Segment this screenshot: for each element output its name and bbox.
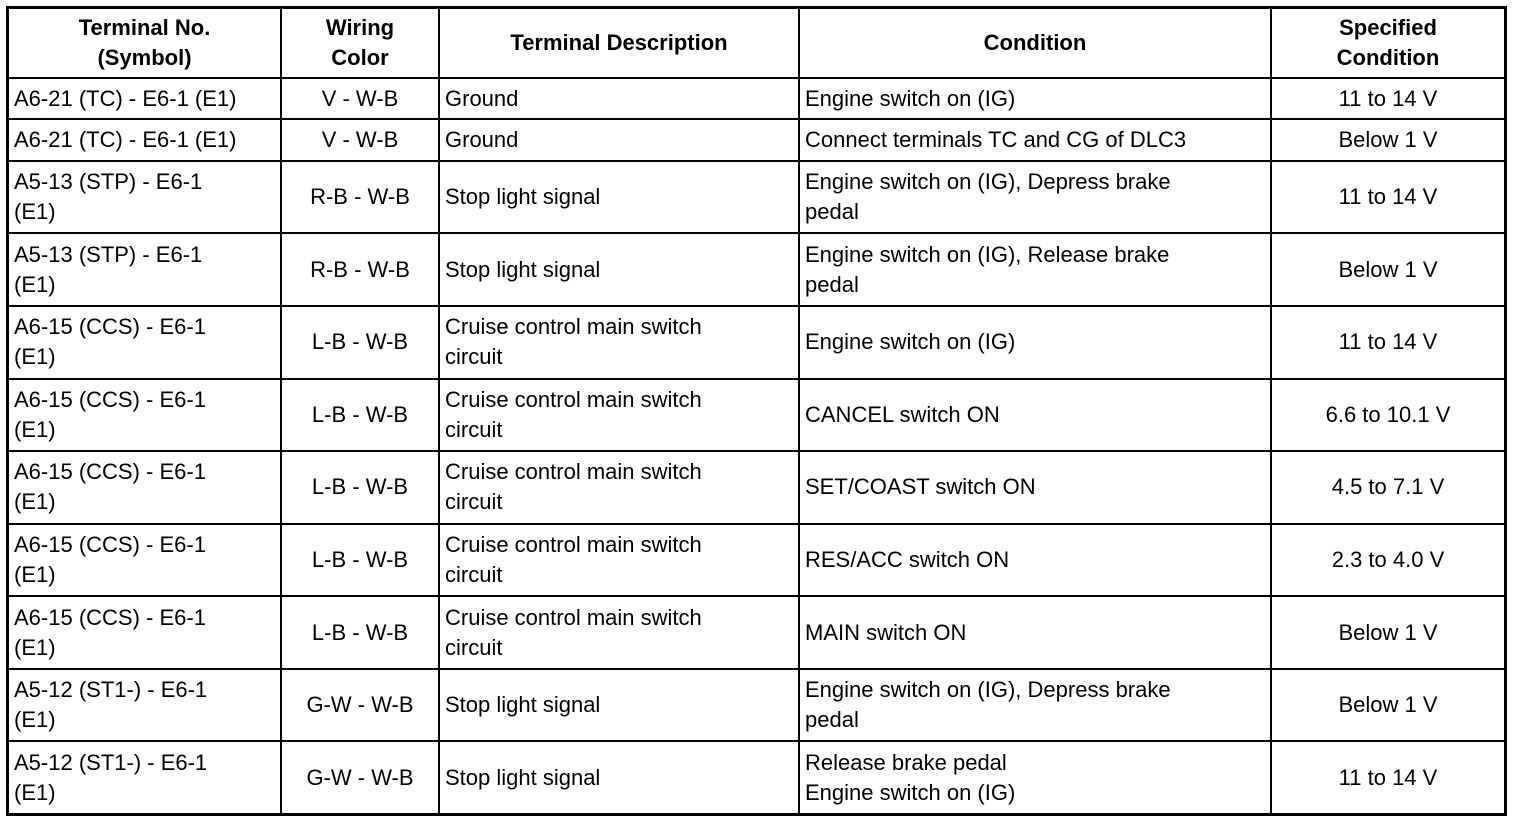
cell-wiring-text: G-W - W-B <box>306 764 414 790</box>
header-line: Terminal Description <box>510 30 728 55</box>
cell-description <box>439 233 799 306</box>
cell-condition-text: CANCEL switch ON <box>805 401 1000 427</box>
cell-specified <box>1271 306 1504 379</box>
cell-terminal <box>9 669 281 742</box>
cell-specified <box>1271 233 1504 306</box>
cell-terminal <box>9 306 281 379</box>
cell-condition-text: Engine switch on (IG) <box>805 779 1016 805</box>
cell-terminal <box>9 741 281 813</box>
cell-specified <box>1271 596 1504 669</box>
cell-condition-text: Engine switch on (IG), Depress brake <box>805 169 1171 195</box>
cell-terminal-text: (E1) <box>14 344 56 370</box>
cell-terminal-text: (E1) <box>14 199 56 225</box>
cell-specified-text: 11 to 14 V <box>1338 85 1438 111</box>
cell-description <box>439 119 799 160</box>
header-line: (Symbol) <box>97 45 192 70</box>
table-row <box>9 741 1504 813</box>
cell-terminal-text: A5-13 (STP) - E6-1 <box>14 241 203 267</box>
header-line: Color <box>331 45 389 70</box>
cell-condition-text: Release brake pedal <box>805 749 1007 775</box>
cell-specified <box>1271 161 1504 234</box>
cell-description <box>439 451 799 524</box>
cell-specified <box>1271 78 1504 119</box>
table-row <box>9 524 1504 597</box>
cell-terminal <box>9 119 281 160</box>
header-line: Terminal No. <box>78 15 211 40</box>
cell-description-text: circuit <box>445 634 503 660</box>
header-specified <box>1271 9 1504 78</box>
cell-specified-text: Below 1 V <box>1338 619 1438 645</box>
cell-specified-text: 11 to 14 V <box>1338 184 1438 210</box>
cell-wiring-text: L-B - W-B <box>311 474 409 500</box>
cell-terminal-text: (E1) <box>14 489 56 515</box>
cell-terminal <box>9 78 281 119</box>
cell-condition-text: pedal <box>805 271 859 297</box>
cell-description <box>439 161 799 234</box>
cell-condition <box>799 233 1271 306</box>
cell-condition <box>799 78 1271 119</box>
cell-terminal-text: A6-15 (CCS) - E6-1 <box>14 532 206 557</box>
cell-specified-text: 2.3 to 4.0 V <box>1331 547 1445 572</box>
header-line: Specified <box>1339 15 1437 40</box>
cell-specified-text: Below 1 V <box>1338 692 1438 718</box>
cell-terminal-text: (E1) <box>14 416 56 442</box>
header-condition <box>799 9 1271 78</box>
header-terminal <box>9 9 281 78</box>
header-line: Condition <box>983 30 1087 55</box>
cell-terminal-text: (E1) <box>14 707 56 733</box>
cell-terminal-text: A6-15 (CCS) - E6-1 <box>14 604 206 630</box>
cell-condition <box>799 379 1271 452</box>
cell-wiring-text: G-W - W-B <box>306 692 414 718</box>
cell-description-text: Stop light signal <box>445 764 601 790</box>
terminal-table <box>9 9 1504 813</box>
cell-condition <box>799 119 1271 160</box>
cell-condition <box>799 596 1271 669</box>
cell-wiring <box>281 161 439 234</box>
cell-description <box>439 379 799 452</box>
cell-condition-text: MAIN switch ON <box>805 619 967 645</box>
cell-description-text: circuit <box>445 489 503 515</box>
cell-terminal-text: (E1) <box>14 779 56 805</box>
cell-condition <box>799 161 1271 234</box>
cell-description-text: Cruise control main switch <box>445 604 702 630</box>
cell-terminal-text: A6-21 (TC) - E6-1 (E1) <box>14 85 237 111</box>
cell-description <box>439 78 799 119</box>
cell-description-text: Ground <box>445 85 519 111</box>
cell-terminal <box>9 451 281 524</box>
cell-terminal-text: (E1) <box>14 271 56 297</box>
cell-terminal-text: A5-12 (ST1-) - E6-1 <box>14 677 208 703</box>
cell-terminal-text: (E1) <box>14 562 56 587</box>
table-row <box>9 669 1504 742</box>
cell-condition-text: SET/COAST switch ON <box>805 474 1036 500</box>
cell-specified-text: 6.6 to 10.1 V <box>1325 401 1451 427</box>
cell-wiring-text: V - W-B <box>321 127 399 153</box>
cell-condition-text: pedal <box>805 707 859 733</box>
cell-condition <box>799 524 1271 597</box>
cell-description-text: Cruise control main switch <box>445 459 702 485</box>
cell-description-text: circuit <box>445 344 503 370</box>
cell-condition <box>799 741 1271 813</box>
cell-description-text: circuit <box>445 416 503 442</box>
cell-description-text: Stop light signal <box>445 692 601 718</box>
terminal-table-container <box>6 6 1507 816</box>
cell-description <box>439 741 799 813</box>
cell-specified-text: Below 1 V <box>1338 256 1438 282</box>
cell-wiring-text: L-B - W-B <box>311 547 409 572</box>
table-row <box>9 306 1504 379</box>
cell-wiring <box>281 741 439 813</box>
cell-specified <box>1271 119 1504 160</box>
cell-specified <box>1271 524 1504 597</box>
cell-description-text: Cruise control main switch <box>445 386 702 412</box>
cell-wiring <box>281 596 439 669</box>
table-row <box>9 596 1504 669</box>
cell-wiring <box>281 119 439 160</box>
cell-description-text: Stop light signal <box>445 184 601 210</box>
cell-description <box>439 306 799 379</box>
cell-wiring-text: L-B - W-B <box>311 401 409 427</box>
cell-condition-text: Engine switch on (IG) <box>805 85 1016 111</box>
cell-wiring-text: R-B - W-B <box>310 256 410 282</box>
header-wiring <box>281 9 439 78</box>
header-line: Wiring <box>325 15 395 40</box>
cell-specified-text: 4.5 to 7.1 V <box>1331 474 1445 500</box>
cell-terminal <box>9 161 281 234</box>
cell-description <box>439 669 799 742</box>
cell-specified <box>1271 669 1504 742</box>
header-line: Condition <box>1336 45 1440 70</box>
cell-terminal <box>9 596 281 669</box>
cell-description-text: Cruise control main switch <box>445 532 702 557</box>
cell-condition <box>799 669 1271 742</box>
table-row <box>9 233 1504 306</box>
table-row <box>9 379 1504 452</box>
cell-terminal <box>9 524 281 597</box>
table-row <box>9 78 1504 119</box>
header-description <box>439 9 799 78</box>
table-row <box>9 161 1504 234</box>
cell-specified <box>1271 741 1504 813</box>
table-row <box>9 451 1504 524</box>
cell-wiring-text: V - W-B <box>321 85 399 111</box>
header-row <box>9 9 1504 78</box>
cell-specified <box>1271 451 1504 524</box>
cell-wiring <box>281 379 439 452</box>
cell-terminal-text: (E1) <box>14 634 56 660</box>
cell-wiring <box>281 451 439 524</box>
cell-condition-text: pedal <box>805 199 859 225</box>
cell-terminal-text: A5-12 (ST1-) - E6-1 <box>14 749 208 775</box>
cell-condition-text: Engine switch on (IG), Depress brake <box>805 677 1171 703</box>
table-row <box>9 119 1504 160</box>
cell-wiring-text: L-B - W-B <box>311 329 409 355</box>
cell-terminal-text: A5-13 (STP) - E6-1 <box>14 169 203 195</box>
cell-condition-text: RES/ACC switch ON <box>805 547 1010 572</box>
cell-description-text: circuit <box>445 562 503 587</box>
cell-wiring <box>281 78 439 119</box>
cell-condition-text: Connect terminals TC and CG of DLC3 <box>805 127 1187 153</box>
table-body <box>9 78 1504 813</box>
cell-condition <box>799 306 1271 379</box>
cell-terminal-text: A6-15 (CCS) - E6-1 <box>14 459 206 485</box>
cell-specified-text: 11 to 14 V <box>1338 764 1438 790</box>
cell-terminal-text: A6-15 (CCS) - E6-1 <box>14 314 206 340</box>
cell-terminal-text: A6-21 (TC) - E6-1 (E1) <box>14 127 237 153</box>
cell-description <box>439 596 799 669</box>
cell-description-text: Cruise control main switch <box>445 314 702 340</box>
cell-wiring <box>281 233 439 306</box>
cell-description-text: Ground <box>445 127 519 153</box>
cell-wiring-text: R-B - W-B <box>310 184 410 210</box>
cell-specified-text: 11 to 14 V <box>1338 329 1438 355</box>
cell-wiring <box>281 524 439 597</box>
cell-description <box>439 524 799 597</box>
cell-description-text: Stop light signal <box>445 256 601 282</box>
cell-wiring-text: L-B - W-B <box>311 619 409 645</box>
cell-specified <box>1271 379 1504 452</box>
cell-terminal-text: A6-15 (CCS) - E6-1 <box>14 386 206 412</box>
cell-condition <box>799 451 1271 524</box>
cell-wiring <box>281 669 439 742</box>
cell-specified-text: Below 1 V <box>1338 127 1438 153</box>
cell-terminal <box>9 379 281 452</box>
cell-condition-text: Engine switch on (IG) <box>805 329 1016 355</box>
cell-wiring <box>281 306 439 379</box>
cell-condition-text: Engine switch on (IG), Release brake <box>805 241 1170 267</box>
cell-terminal <box>9 233 281 306</box>
